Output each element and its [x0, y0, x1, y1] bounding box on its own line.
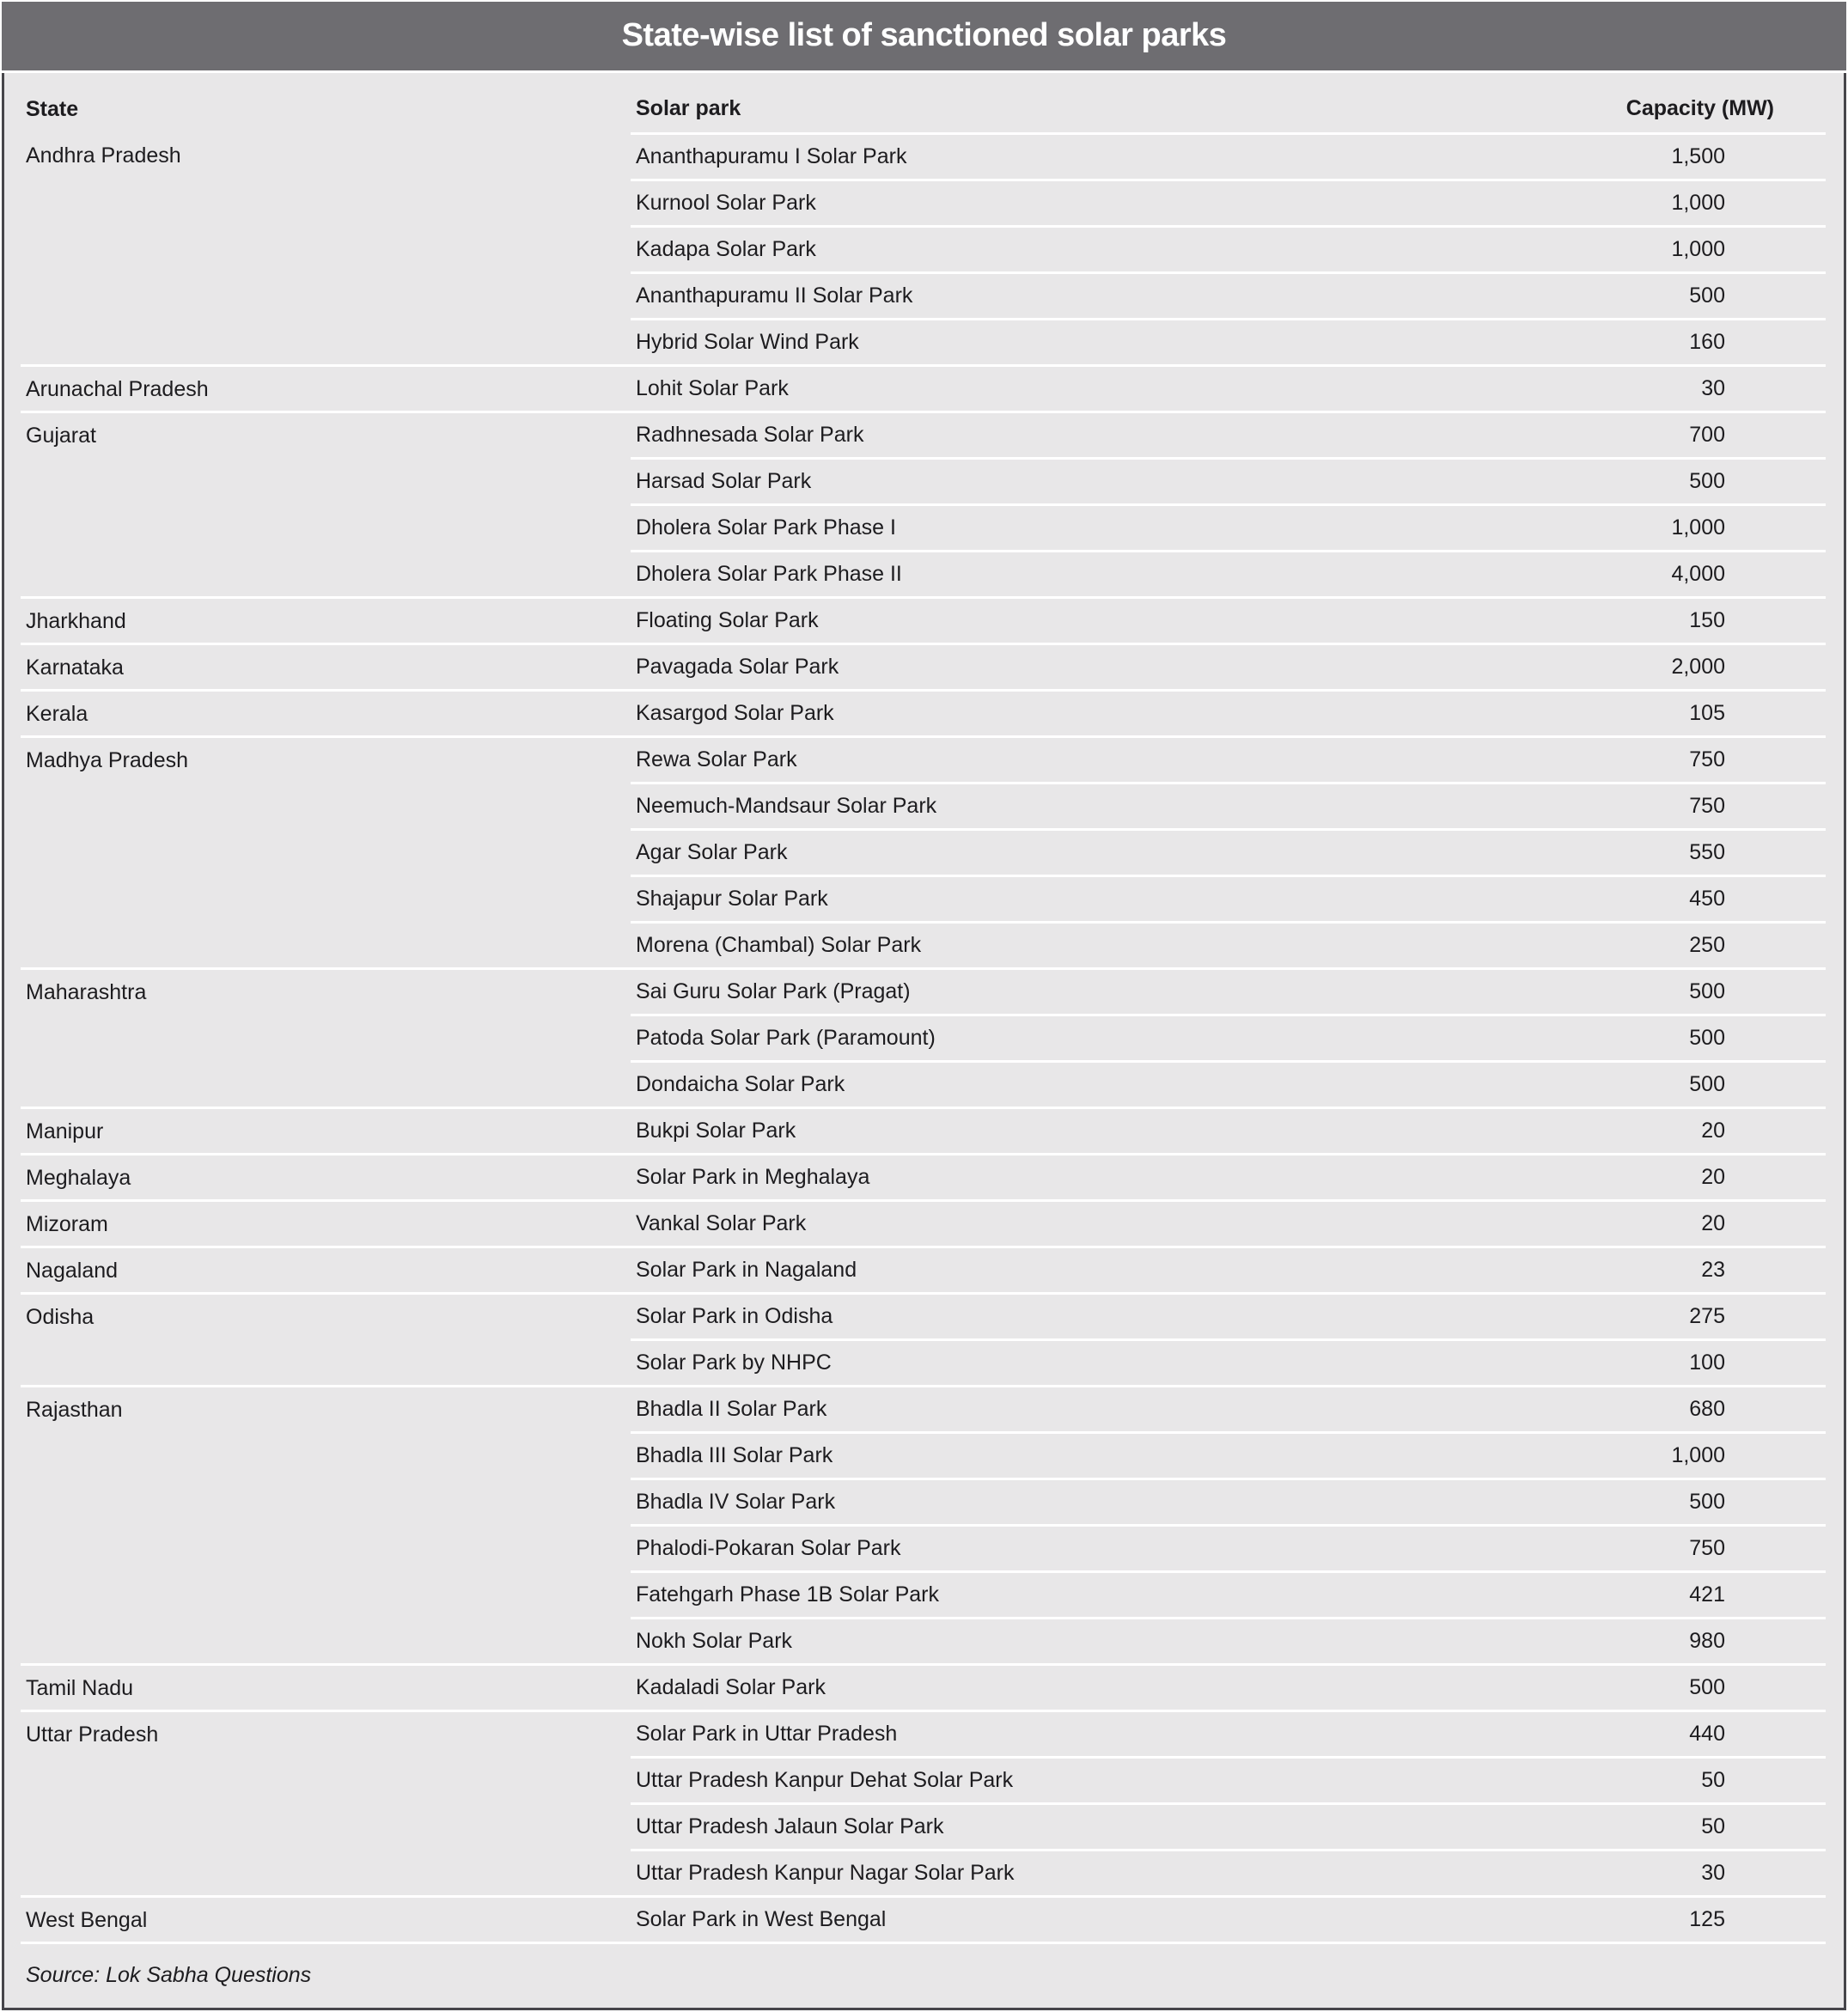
- table-row: [4, 1154, 1844, 1200]
- spacer-cell: [1826, 1757, 1844, 1803]
- park-cell: Pavagada Solar Park: [631, 643, 1525, 690]
- spacer-cell: [4, 1154, 21, 1200]
- spacer-cell: [4, 1571, 21, 1618]
- spacer-cell: [4, 736, 21, 783]
- spacer-cell: [1826, 968, 1844, 1015]
- state-cell: Tamil Nadu: [21, 1664, 631, 1710]
- state-cell: Gujarat: [21, 412, 631, 597]
- spacer-cell: [4, 1247, 21, 1293]
- spacer-cell: [1826, 875, 1844, 922]
- park-cell: Solar Park in Uttar Pradesh: [631, 1710, 1525, 1757]
- capacity-cell: 1,000: [1525, 180, 1826, 226]
- capacity-cell: 421: [1525, 1571, 1826, 1618]
- park-cell: Shajapur Solar Park: [631, 875, 1525, 922]
- capacity-cell: 150: [1525, 597, 1826, 643]
- figure-title: State-wise list of sanctioned solar parks: [2, 2, 1846, 70]
- park-cell: Rewa Solar Park: [631, 736, 1525, 783]
- spacer-cell: [4, 319, 21, 365]
- capacity-cell: 1,000: [1525, 504, 1826, 551]
- park-cell: Harsad Solar Park: [631, 458, 1525, 504]
- state-cell: Kerala: [21, 690, 631, 736]
- capacity-cell: 980: [1525, 1618, 1826, 1664]
- capacity-cell: 500: [1525, 458, 1826, 504]
- spacer-cell: [1826, 1896, 1844, 1942]
- state-cell: Jharkhand: [21, 597, 631, 643]
- solar-parks-table: [4, 73, 1844, 2008]
- park-cell: Bhadla III Solar Park: [631, 1432, 1525, 1479]
- capacity-cell: 750: [1525, 736, 1826, 783]
- capacity-cell: 20: [1525, 1200, 1826, 1247]
- spacer-cell: [4, 272, 21, 319]
- spacer-cell: [1826, 319, 1844, 365]
- capacity-cell: 450: [1525, 875, 1826, 922]
- spacer-cell: [4, 1339, 21, 1386]
- park-cell: Kurnool Solar Park: [631, 180, 1525, 226]
- state-cell: Uttar Pradesh: [21, 1710, 631, 1896]
- park-cell: Patoda Solar Park (Paramount): [631, 1015, 1525, 1061]
- capacity-cell: 500: [1525, 1664, 1826, 1710]
- table-row: [4, 1200, 1844, 1247]
- table-row: [4, 736, 1844, 783]
- spacer-cell: [1826, 458, 1844, 504]
- spacer-cell: [4, 643, 21, 690]
- capacity-cell: 500: [1525, 272, 1826, 319]
- state-cell: Odisha: [21, 1293, 631, 1386]
- state-cell: Rajasthan: [21, 1386, 631, 1664]
- capacity-cell: 750: [1525, 783, 1826, 829]
- spacer-cell: [1826, 597, 1844, 643]
- state-cell: Madhya Pradesh: [21, 736, 631, 968]
- park-cell: Bukpi Solar Park: [631, 1107, 1525, 1154]
- park-cell: Kadaladi Solar Park: [631, 1664, 1525, 1710]
- park-cell: Bhadla II Solar Park: [631, 1386, 1525, 1432]
- spacer-cell: [1826, 1525, 1844, 1571]
- spacer-cell: [1826, 1710, 1844, 1757]
- spacer-cell: [4, 690, 21, 736]
- capacity-cell: 1,000: [1525, 226, 1826, 272]
- spacer-cell: [4, 1942, 21, 2008]
- spacer-cell: [4, 1386, 21, 1432]
- table-panel: [2, 73, 1846, 2010]
- header-row: [4, 73, 1844, 133]
- spacer-cell: [4, 922, 21, 968]
- park-cell: Hybrid Solar Wind Park: [631, 319, 1525, 365]
- park-cell: Dholera Solar Park Phase II: [631, 551, 1525, 597]
- spacer-cell: [1826, 1664, 1844, 1710]
- state-cell: Andhra Pradesh: [26, 143, 181, 168]
- spacer-cell: [4, 1664, 21, 1710]
- park-cell: Bhadla IV Solar Park: [631, 1479, 1525, 1525]
- spacer-cell: [1826, 1386, 1844, 1432]
- park-cell: Uttar Pradesh Jalaun Solar Park: [631, 1803, 1525, 1850]
- spacer-cell: [4, 412, 21, 458]
- park-cell: Uttar Pradesh Kanpur Nagar Solar Park: [631, 1850, 1525, 1896]
- column-header-state: State: [26, 96, 79, 121]
- capacity-cell: 500: [1525, 1061, 1826, 1107]
- spacer-cell: [1826, 412, 1844, 458]
- capacity-cell: 1,000: [1525, 1432, 1826, 1479]
- spacer-cell: [4, 1061, 21, 1107]
- state-cell: Manipur: [21, 1107, 631, 1154]
- table-row: [4, 412, 1844, 458]
- spacer-cell: [4, 783, 21, 829]
- capacity-cell: 30: [1525, 365, 1826, 412]
- park-cell: Lohit Solar Park: [631, 365, 1525, 412]
- table-row: [4, 1107, 1844, 1154]
- park-cell: Dholera Solar Park Phase I: [631, 504, 1525, 551]
- park-cell: Uttar Pradesh Kanpur Dehat Solar Park: [631, 1757, 1525, 1803]
- spacer-cell: [1826, 1432, 1844, 1479]
- spacer-cell: [1826, 180, 1844, 226]
- park-cell: Nokh Solar Park: [631, 1618, 1525, 1664]
- spacer-cell: [4, 1432, 21, 1479]
- table-row: [4, 365, 1844, 412]
- capacity-cell: 550: [1525, 829, 1826, 875]
- spacer-cell: [1826, 1247, 1844, 1293]
- capacity-cell: 20: [1525, 1107, 1826, 1154]
- spacer-cell: [4, 133, 21, 180]
- state-cell: Nagaland: [21, 1247, 631, 1293]
- spacer-cell: [1826, 1339, 1844, 1386]
- state-cell: Meghalaya: [21, 1154, 631, 1200]
- park-cell: Agar Solar Park: [631, 829, 1525, 875]
- spacer-cell: [4, 1850, 21, 1896]
- table-row: [4, 1896, 1844, 1942]
- table-row: [4, 690, 1844, 736]
- spacer-cell: [4, 1293, 21, 1339]
- spacer-cell: [1826, 1154, 1844, 1200]
- capacity-cell: 50: [1525, 1757, 1826, 1803]
- park-cell: Dondaicha Solar Park: [631, 1061, 1525, 1107]
- spacer-cell: [1826, 1479, 1844, 1525]
- park-cell: Fatehgarh Phase 1B Solar Park: [631, 1571, 1525, 1618]
- table-row: [4, 968, 1844, 1015]
- spacer-cell: [1826, 504, 1844, 551]
- spacer-cell: [1826, 1293, 1844, 1339]
- park-cell: Kasargod Solar Park: [631, 690, 1525, 736]
- spacer-cell: [1826, 1618, 1844, 1664]
- spacer-cell: [1826, 133, 1844, 180]
- column-header-capacity: Capacity (MW): [1525, 73, 1826, 133]
- capacity-cell: 275: [1525, 1293, 1826, 1339]
- spacer-cell: [4, 1200, 21, 1247]
- spacer-cell: [1826, 551, 1844, 597]
- spacer-cell: [1826, 1200, 1844, 1247]
- capacity-cell: 1,500: [1671, 143, 1725, 168]
- park-cell: Neemuch-Mandsaur Solar Park: [631, 783, 1525, 829]
- capacity-cell: 23: [1525, 1247, 1826, 1293]
- spacer-cell: [1826, 1015, 1844, 1061]
- park-cell: Solar Park by NHPC: [631, 1339, 1525, 1386]
- capacity-cell: 20: [1525, 1154, 1826, 1200]
- table-row: [4, 133, 1844, 180]
- park-cell: Ananthapuramu II Solar Park: [631, 272, 1525, 319]
- spacer-cell: [4, 365, 21, 412]
- capacity-cell: 500: [1525, 1479, 1826, 1525]
- spacer-cell: [1826, 1061, 1844, 1107]
- spacer-cell: [4, 1479, 21, 1525]
- spacer-cell: [1826, 643, 1844, 690]
- spacer-cell: [4, 875, 21, 922]
- spacer-cell: [4, 458, 21, 504]
- spacer-cell: [4, 968, 21, 1015]
- state-cell: Maharashtra: [21, 968, 631, 1107]
- capacity-cell: 50: [1525, 1803, 1826, 1850]
- spacer-cell: [4, 73, 21, 133]
- capacity-cell: 500: [1525, 968, 1826, 1015]
- table-row: [4, 597, 1844, 643]
- spacer-cell: [1826, 365, 1844, 412]
- park-cell: Solar Park in Meghalaya: [631, 1154, 1525, 1200]
- table-row: [4, 643, 1844, 690]
- spacer-cell: [1826, 1571, 1844, 1618]
- source-note: Source: Lok Sabha Questions: [21, 1942, 1826, 2008]
- park-cell: Kadapa Solar Park: [631, 226, 1525, 272]
- capacity-cell: 105: [1525, 690, 1826, 736]
- spacer-cell: [1826, 1850, 1844, 1896]
- spacer-cell: [4, 829, 21, 875]
- capacity-cell: 700: [1525, 412, 1826, 458]
- spacer-cell: [1826, 922, 1844, 968]
- spacer-cell: [4, 1618, 21, 1664]
- park-cell: Morena (Chambal) Solar Park: [631, 922, 1525, 968]
- spacer-cell: [4, 1710, 21, 1757]
- capacity-cell: 160: [1525, 319, 1826, 365]
- spacer-cell: [1826, 1107, 1844, 1154]
- capacity-cell: 750: [1525, 1525, 1826, 1571]
- spacer-cell: [4, 1107, 21, 1154]
- table-row: [4, 1664, 1844, 1710]
- spacer-cell: [1826, 1942, 1844, 2008]
- capacity-cell: 125: [1525, 1896, 1826, 1942]
- spacer-cell: [4, 1803, 21, 1850]
- spacer-cell: [4, 1757, 21, 1803]
- table-row: [4, 1710, 1844, 1757]
- state-cell: West Bengal: [21, 1896, 631, 1942]
- state-cell: Arunachal Pradesh: [21, 365, 631, 412]
- spacer-cell: [4, 180, 21, 226]
- capacity-cell: 500: [1525, 1015, 1826, 1061]
- park-cell: Ananthapuramu I Solar Park: [636, 143, 907, 168]
- capacity-cell: 4,000: [1525, 551, 1826, 597]
- capacity-cell: 680: [1525, 1386, 1826, 1432]
- spacer-cell: [4, 226, 21, 272]
- spacer-cell: [1826, 829, 1844, 875]
- spacer-cell: [1826, 1803, 1844, 1850]
- spacer-cell: [1826, 783, 1844, 829]
- state-cell: Mizoram: [21, 1200, 631, 1247]
- spacer-cell: [4, 1525, 21, 1571]
- capacity-cell: 250: [1525, 922, 1826, 968]
- source-row: [4, 1942, 1844, 2008]
- table-row: [4, 1293, 1844, 1339]
- spacer-cell: [4, 1896, 21, 1942]
- park-cell: Floating Solar Park: [631, 597, 1525, 643]
- park-cell: Radhnesada Solar Park: [631, 412, 1525, 458]
- spacer-cell: [4, 504, 21, 551]
- state-cell: Karnataka: [21, 643, 631, 690]
- spacer-cell: [1826, 272, 1844, 319]
- capacity-cell: 30: [1525, 1850, 1826, 1896]
- spacer-cell: [4, 1015, 21, 1061]
- spacer-cell: [4, 551, 21, 597]
- table-row: [4, 1247, 1844, 1293]
- spacer-cell: [1826, 736, 1844, 783]
- park-cell: Solar Park in Nagaland: [631, 1247, 1525, 1293]
- spacer-cell: [1826, 226, 1844, 272]
- park-cell: Vankal Solar Park: [631, 1200, 1525, 1247]
- spacer-cell: [4, 597, 21, 643]
- capacity-cell: 2,000: [1525, 643, 1826, 690]
- capacity-cell: 440: [1525, 1710, 1826, 1757]
- spacer-cell: [1826, 690, 1844, 736]
- park-cell: Sai Guru Solar Park (Pragat): [631, 968, 1525, 1015]
- park-cell: Solar Park in Odisha: [631, 1293, 1525, 1339]
- capacity-cell: 100: [1525, 1339, 1826, 1386]
- table-row: [4, 1386, 1844, 1432]
- park-cell: Solar Park in West Bengal: [631, 1896, 1525, 1942]
- park-cell: Phalodi-Pokaran Solar Park: [631, 1525, 1525, 1571]
- column-header-park: Solar park: [631, 73, 1525, 133]
- spacer-cell: [1826, 73, 1844, 133]
